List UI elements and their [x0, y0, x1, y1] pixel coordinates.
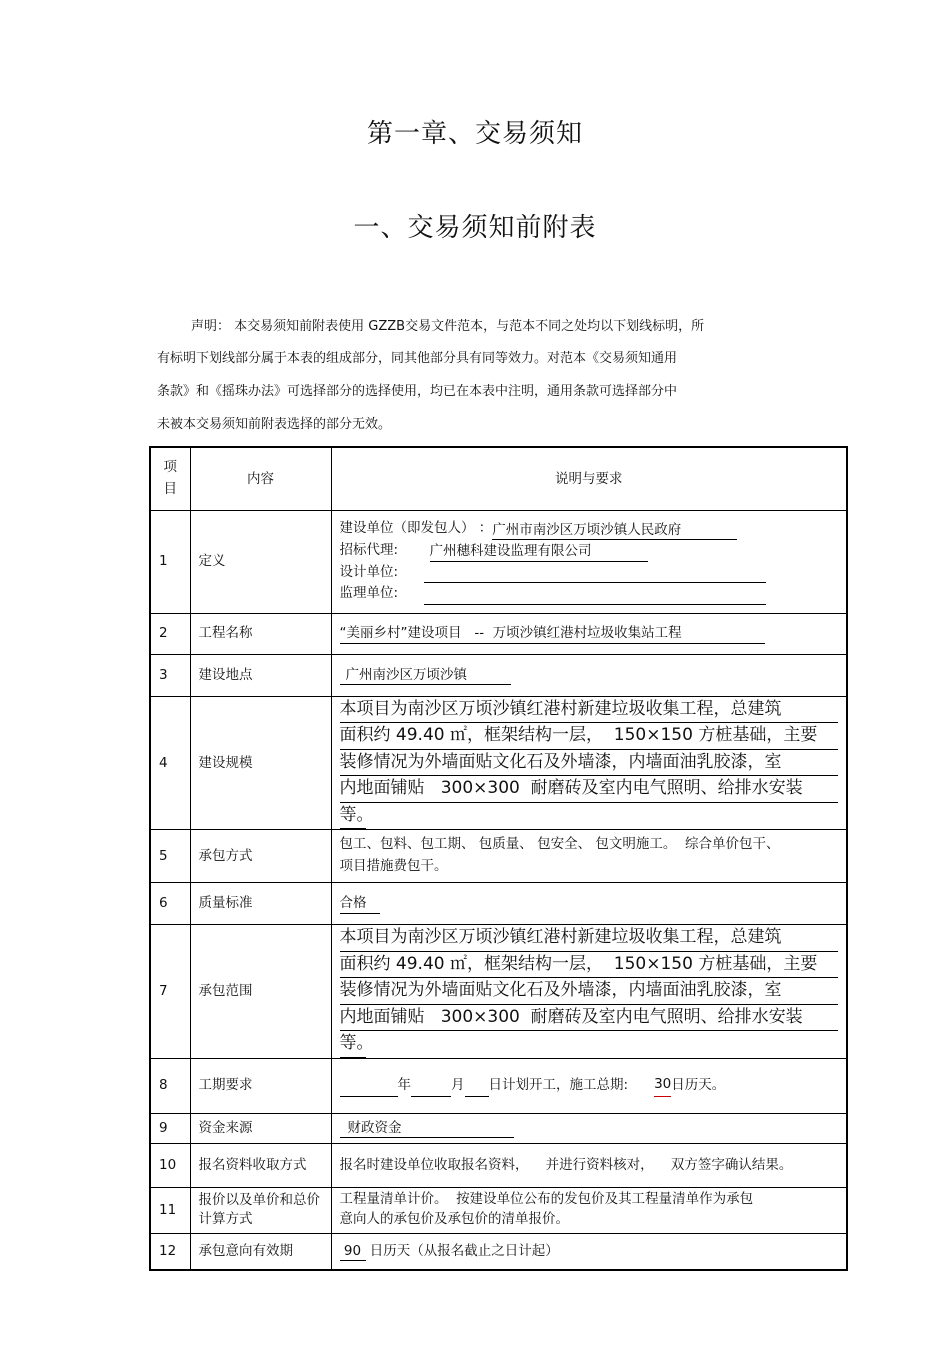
section-title: 一、交易须知前附表 [353, 213, 597, 243]
row-name: 承包范围 [190, 925, 331, 1059]
row-no: 1 [150, 510, 190, 613]
row-no: 3 [150, 654, 190, 696]
duration-days: 30 [654, 1074, 671, 1097]
day-text: 日计划开工，施工总期: [488, 1077, 629, 1094]
table-row [150, 654, 847, 696]
appendix-table [149, 446, 848, 1271]
day-blank [465, 1082, 489, 1097]
scale-line: 内地面铺贴 300×300 耐磨砖及室内电气照明、给排水安装 [340, 776, 839, 803]
row-name: 建设规模 [190, 696, 331, 830]
row-name: 资金来源 [190, 1113, 331, 1143]
table-row [150, 613, 847, 654]
row-no: 10 [150, 1143, 190, 1187]
table-row [150, 696, 847, 830]
month-label: 月 [451, 1077, 465, 1094]
scope-desc [331, 925, 847, 1059]
row-no: 12 [150, 1233, 190, 1270]
table-row [150, 925, 847, 1059]
scope-line: 面积约 49.40 ㎡，框架结构一层， 150×150 方桩基础，主要 [340, 952, 839, 979]
contract-method-line2: 项目措施费包干。 [339, 858, 448, 874]
row-no: 6 [150, 883, 190, 925]
table-row [150, 1233, 847, 1270]
row-no: 9 [150, 1113, 190, 1143]
table-row [150, 1113, 847, 1143]
project-name: “美丽乡村”建设项目 -- 万顷沙镇红港村垃圾收集站工程 [340, 624, 765, 643]
scale-desc [331, 696, 847, 830]
builder-value: 广州市南沙区万顷沙镇人民政府 [492, 521, 737, 540]
row-name: 报名资料收取方式 [190, 1143, 331, 1187]
header-content: 内容 [190, 447, 331, 510]
row-name: 承包方式 [190, 830, 331, 883]
header-item-label: 项目 [163, 459, 177, 497]
builder-label: 建设单位（即发包人） ： [339, 520, 493, 537]
quality-standard: 合格 [340, 894, 380, 913]
pricing-line2: 意向人的承包价及承包价的清单报价。 [339, 1211, 569, 1227]
row-name: 建设地点 [190, 654, 331, 696]
header-item [150, 447, 190, 510]
row-desc [331, 510, 847, 613]
row-desc: 报名时建设单位收取报名资料， 并进行资料核对， 双方签字确认结果。 [331, 1143, 847, 1187]
scale-line: 本项目为南沙区万顷沙镇红港村新建垃圾收集工程，总建筑 [340, 697, 839, 724]
row-name: 工程名称 [190, 613, 331, 654]
fund-source: 财政资金 [340, 1119, 514, 1138]
validity-days: 90 [340, 1242, 366, 1261]
row-desc [331, 830, 847, 883]
agent-label: 招标代理: [339, 541, 399, 558]
row-no: 11 [150, 1187, 190, 1233]
year-label: 年 [397, 1077, 411, 1094]
row-desc [331, 1187, 847, 1233]
row-desc [331, 654, 847, 696]
row-desc [331, 613, 847, 654]
scope-line: 装修情况为外墙面贴文化石及外墙漆，内墙面油乳胶漆，室 [340, 978, 839, 1005]
supervisor-blank [424, 590, 766, 605]
row-no: 4 [150, 696, 190, 830]
row-name: 工期要求 [190, 1058, 331, 1113]
row-name: 承包意向有效期 [190, 1233, 331, 1270]
row-name: 质量标准 [190, 883, 331, 925]
location: 广州南沙区万顷沙镇 [340, 666, 511, 685]
duration-suffix: 日历天。 [671, 1077, 726, 1094]
row-name: 报价以及单价和总价计算方式 [190, 1187, 331, 1233]
header-desc: 说明与要求 [331, 447, 847, 510]
pricing-line1: 工程量清单计价。 按建设单位公布的发包价及其工程量清单作为承包 [339, 1191, 754, 1208]
row-desc [331, 1233, 847, 1270]
chapter-title: 第一章、交易须知 [366, 119, 583, 149]
scope-line: 本项目为南沙区万顷沙镇红港村新建垃圾收集工程，总建筑 [340, 925, 839, 952]
statement-line-2: 有标明下划线部分属于本表的组成部分，同其他部分具有同等效力。对范本《交易须知通用 [157, 351, 678, 366]
row-name: 定义 [190, 510, 331, 613]
year-blank [340, 1082, 398, 1097]
scale-line: 装修情况为外墙面贴文化石及外墙漆，内墙面油乳胶漆，室 [340, 750, 839, 777]
table-row [150, 1143, 847, 1187]
table-row [150, 1187, 847, 1233]
scope-line: 等。 [340, 1031, 366, 1058]
row-desc [331, 1058, 847, 1113]
agent-value: 广州穗科建设监理有限公司 [430, 542, 648, 561]
month-blank [411, 1082, 451, 1097]
row-desc [331, 883, 847, 925]
table-row [150, 510, 847, 613]
table-header-row [150, 447, 847, 510]
scale-line: 等。 [340, 803, 366, 830]
row-no: 8 [150, 1058, 190, 1113]
statement-line-4: 未被本交易须知前附表选择的部分无效。 [157, 417, 392, 432]
contract-method-line1: 包工、包料、包工期、 包质量、 包安全、 包文明施工。 综合单价包干、 [339, 836, 780, 853]
table-row [150, 830, 847, 883]
validity-suffix: 日历天（从报名截止之日计起） [369, 1243, 559, 1260]
design-label: 设计单位: [339, 563, 399, 580]
table-row [150, 1058, 847, 1113]
table-row [150, 883, 847, 925]
statement-line-3: 条款》和《摇珠办法》可选择部分的选择使用，均已在本表中注明，通用条款可选择部分中 [157, 384, 678, 399]
row-no: 7 [150, 925, 190, 1059]
scale-line: 面积约 49.40 ㎡，框架结构一层， 150×150 方桩基础，主要 [340, 723, 839, 750]
statement-line-1: 声明： 本交易须知前附表使用 GZZB交易文件范本，与范本不同之处均以下划线标明，所 [191, 319, 705, 334]
scope-line: 内地面铺贴 300×300 耐磨砖及室内电气照明、给排水安装 [340, 1005, 839, 1032]
design-blank [424, 568, 766, 583]
supervisor-label: 监理单位: [339, 585, 399, 602]
row-no: 5 [150, 830, 190, 883]
row-desc [331, 1113, 847, 1143]
row-no: 2 [150, 613, 190, 654]
